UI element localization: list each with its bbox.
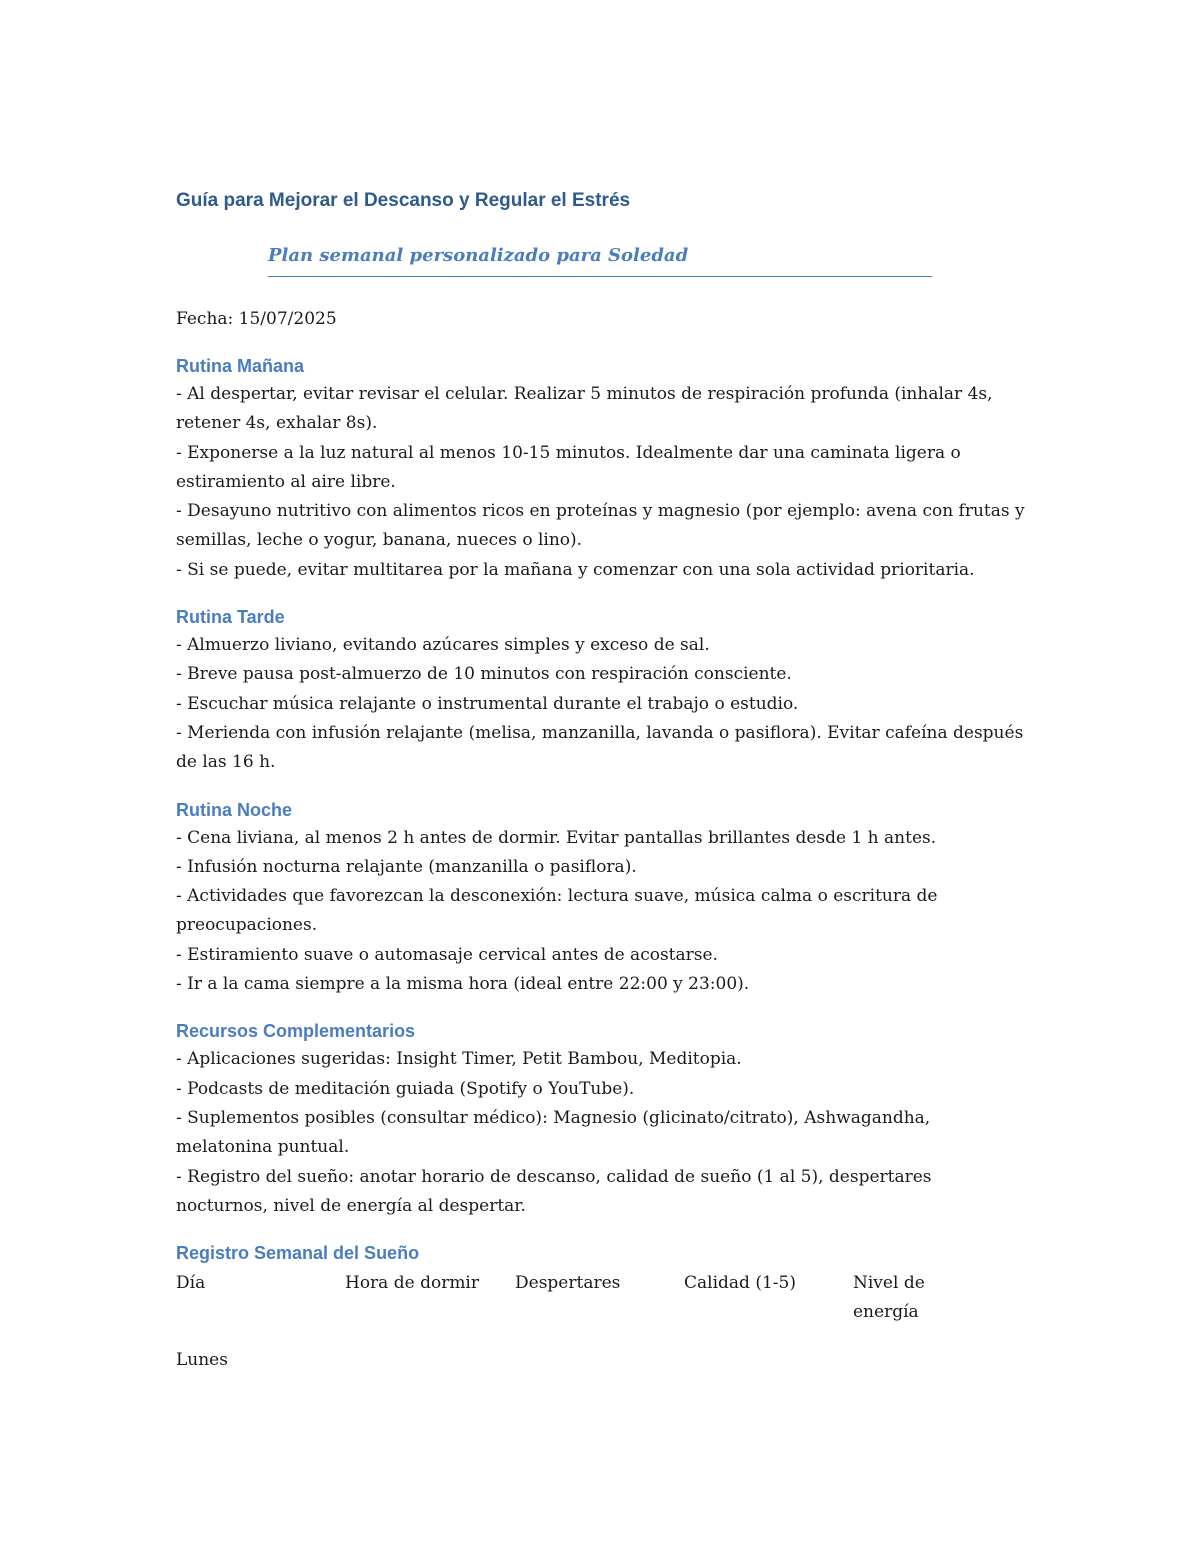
document-page	[176, 186, 1026, 1375]
list-item: - Desayuno nutritivo con alimentos ricos en proteínas y magnesio (por ejemplo: avena con frutas y semillas, leche o yogur, banana, nueces o lino).	[176, 501, 1025, 551]
section-night	[176, 796, 1026, 1000]
list-item: - Registro del sueño: anotar horario de descanso, calidad de sueño (1 al 5), despertares nocturnos, nivel de energía al despertar.	[176, 1166, 932, 1216]
list-item: - Exponerse a la luz natural al menos 10-15 minutos. Idealmente dar una caminata ligera o estiramiento al aire libre.	[176, 442, 961, 492]
date-line: Fecha: 15/07/2025	[176, 309, 337, 329]
section-heading: Rutina Noche	[176, 799, 293, 820]
list-item: - Estiramiento suave o automasaje cervical antes de acostarse.	[176, 944, 718, 965]
list-item: - Escuchar música relajante o instrumental durante el trabajo o estudio.	[176, 693, 799, 714]
section-heading: Registro Semanal del Sueño	[176, 1243, 420, 1264]
list-item: - Aplicaciones sugeridas: Insight Timer, Petit Bambou, Meditopia.	[176, 1049, 742, 1070]
section-heading: Rutina Mañana	[176, 356, 305, 376]
section-morning	[176, 352, 1026, 585]
column-header-day: Día	[176, 1273, 206, 1294]
list-item: - Infusión nocturna relajante (manzanilla o pasiflora).	[176, 856, 637, 877]
column-header-awakenings: Despertares	[515, 1273, 621, 1294]
section-afternoon	[176, 603, 1026, 777]
column-header-quality: Calidad (1-5)	[684, 1273, 796, 1294]
list-item: - Merienda con infusión relajante (melisa, manzanilla, lavanda o pasiflora). Evitar cafeína después de las 16 h.	[176, 722, 1024, 773]
list-item: - Breve pausa post-almuerzo de 10 minutos con respiración consciente.	[176, 664, 792, 685]
list-item: - Ir a la cama siempre a la misma hora (ideal entre 22:00 y 23:00).	[176, 974, 750, 995]
sleep-log-table	[176, 1239, 1026, 1375]
list-item: - Almuerzo liviano, evitando azúcares simples y exceso de sal.	[176, 635, 710, 656]
list-item: - Al despertar, evitar revisar el celular. Realizar 5 minutos de respiración profunda (inhalar 4s, retener 4s, exhalar 8s).	[176, 384, 993, 434]
document-subtitle: Plan semanal personalizado para Soledad	[268, 242, 932, 277]
column-header-energy: Nivel de energía	[853, 1273, 925, 1323]
section-heading: Recursos Complementarios	[176, 1021, 416, 1042]
list-item: - Suplementos posibles (consultar médico): Magnesio (glicinato/citrato), Ashwagandha, melatonina puntual.	[176, 1107, 931, 1158]
section-heading: Rutina Tarde	[176, 607, 285, 628]
document-title: Guía para Mejorar el Descanso y Regular el Estrés	[176, 190, 631, 211]
list-item: - Podcasts de meditación guiada (Spotify o YouTube).	[176, 1078, 635, 1099]
list-item: - Cena liviana, al menos 2 h antes de dormir. Evitar pantallas brillantes desde 1 h antes.	[176, 827, 937, 848]
table-header-row	[176, 1269, 1026, 1328]
table-row: Lunes	[176, 1349, 228, 1370]
column-header-bedtime: Hora de dormir	[345, 1273, 479, 1294]
list-item: - Actividades que favorezcan la desconexión: lectura suave, música calma o escritura de preocupaciones.	[176, 886, 938, 936]
list-item: - Si se puede, evitar multitarea por la mañana y comenzar con una sola actividad prioritaria.	[176, 559, 975, 580]
section-resources	[176, 1017, 1026, 1221]
